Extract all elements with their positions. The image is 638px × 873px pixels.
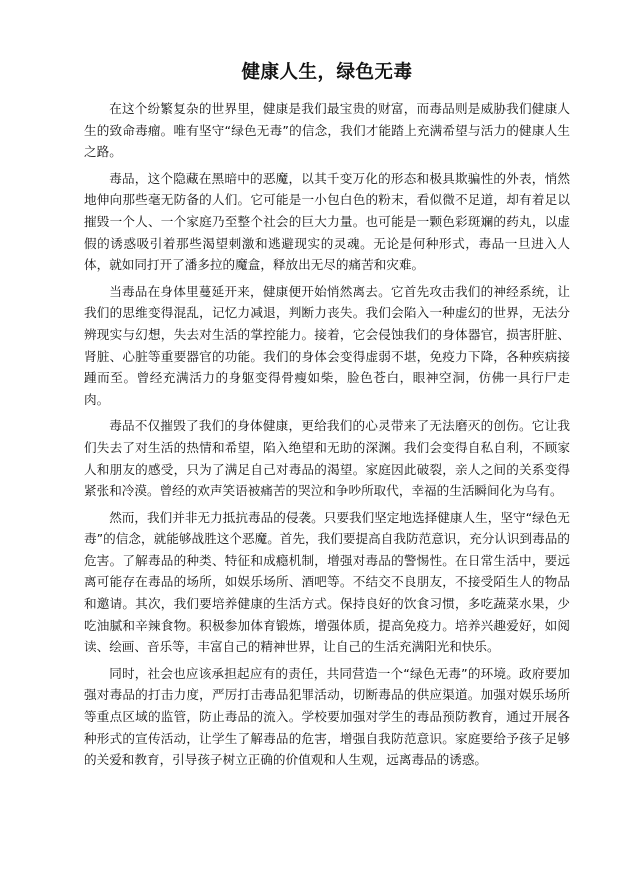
paragraph-5: 然而，我们并非无力抵抗毒品的侵袭。只要我们坚定地选择健康人生，坚守“绿色无毒”的信念，就能够战胜这个恶魔。首先，我们要提高自我防范意识，充分认识到毒品的危害。了解毒品的种类、特征和成瘾机制，增强对毒品的警惕性。在日常生活中，要远离可能存在毒品的场所，如娱乐场所、酒吧等。不结交不良朋友，不接受陌生人的物品和邀请。其次，我们要培养健康的生活方式。保持良好的饮食习惯，多吃蔬菜水果，少吃油腻和辛辣食物。积极参加体育锻炼，增强体质，提高免疫力。培养兴趣爱好，如阅读、绘画、音乐等，丰富自己的精神世界，让自己的生活充满阳光和快乐。	[84, 509, 570, 655]
document-title: 健康人生，绿色无毒	[241, 62, 413, 83]
paragraph-3: 当毒品在身体里蔓延开来，健康便开始悄然离去。它首先攻击我们的神经系统，让我们的思维变得混乱，记忆力减退，判断力丧失。我们会陷入一种虚幻的世界，无法分辨现实与幻想，失去对生活的掌控能力。接着，它会侵蚀我们的身体器官，损害肝脏、肾脏、心脏等重要器官的功能。我们的身体会变得虚弱不堪，免疫力下降，各种疾病接踵而至。曾经充满活力的身躯变得骨瘦如柴，脸色苍白，眼神空洞，仿佛一具行尸走肉。	[84, 283, 570, 407]
paragraph-2: 毒品，这个隐藏在黑暗中的恶魔，以其千变万化的形态和极具欺骗性的外表，悄然地伸向那些毫无防备的人们。它可能是一小包白色的粉末，看似微不足道，却有着足以摧毁一个人、一个家庭乃至整个社会的巨大力量。也可能是一颗色彩斑斓的药丸，以虚假的诱惑吸引着那些渴望刺激和逃避现实的灵魂。无论是何种形式，毒品一旦进入人体，就如同打开了潘多拉的魔盒，释放出无尽的痛苦和灾难。	[84, 170, 570, 273]
paragraph-4: 毒品不仅摧毁了我们的身体健康，更给我们的心灵带来了无法磨灭的创伤。它让我们失去了对生活的热情和希望，陷入绝望和无助的深渊。我们会变得自私自利，不顾家人和朋友的感受，只为了满足自己对毒品的渴望。家庭因此破裂，亲人之间的关系变得紧张和冷漠。曾经的欢声笑语被痛苦的哭泣和争吵所取代，幸福的生活瞬间化为乌有。	[84, 418, 570, 499]
paragraph-1: 在这个纷繁复杂的世界里，健康是我们最宝贵的财富，而毒品则是威胁我们健康人生的致命毒瘤。唯有坚守“绿色无毒”的信念，我们才能踏上充满希望与活力的健康人生之路。	[84, 101, 570, 160]
paragraph-6: 同时，社会也应该承担起应有的责任，共同营造一个“绿色无毒”的环境。政府要加强对毒品的打击力度，严厉打击毒品犯罪活动，切断毒品的供应渠道。加强对娱乐场所等重点区域的监管，防止毒品的流入。学校要加强对学生的毒品预防教育，通过开展各种形式的宣传活动，让学生了解毒品的危害，增强自我防范意识。家庭要给予孩子足够的关爱和教育，引导孩子树立正确的价值观和人生观，远离毒品的诱惑。	[84, 665, 570, 768]
document-page	[84, 58, 570, 776]
